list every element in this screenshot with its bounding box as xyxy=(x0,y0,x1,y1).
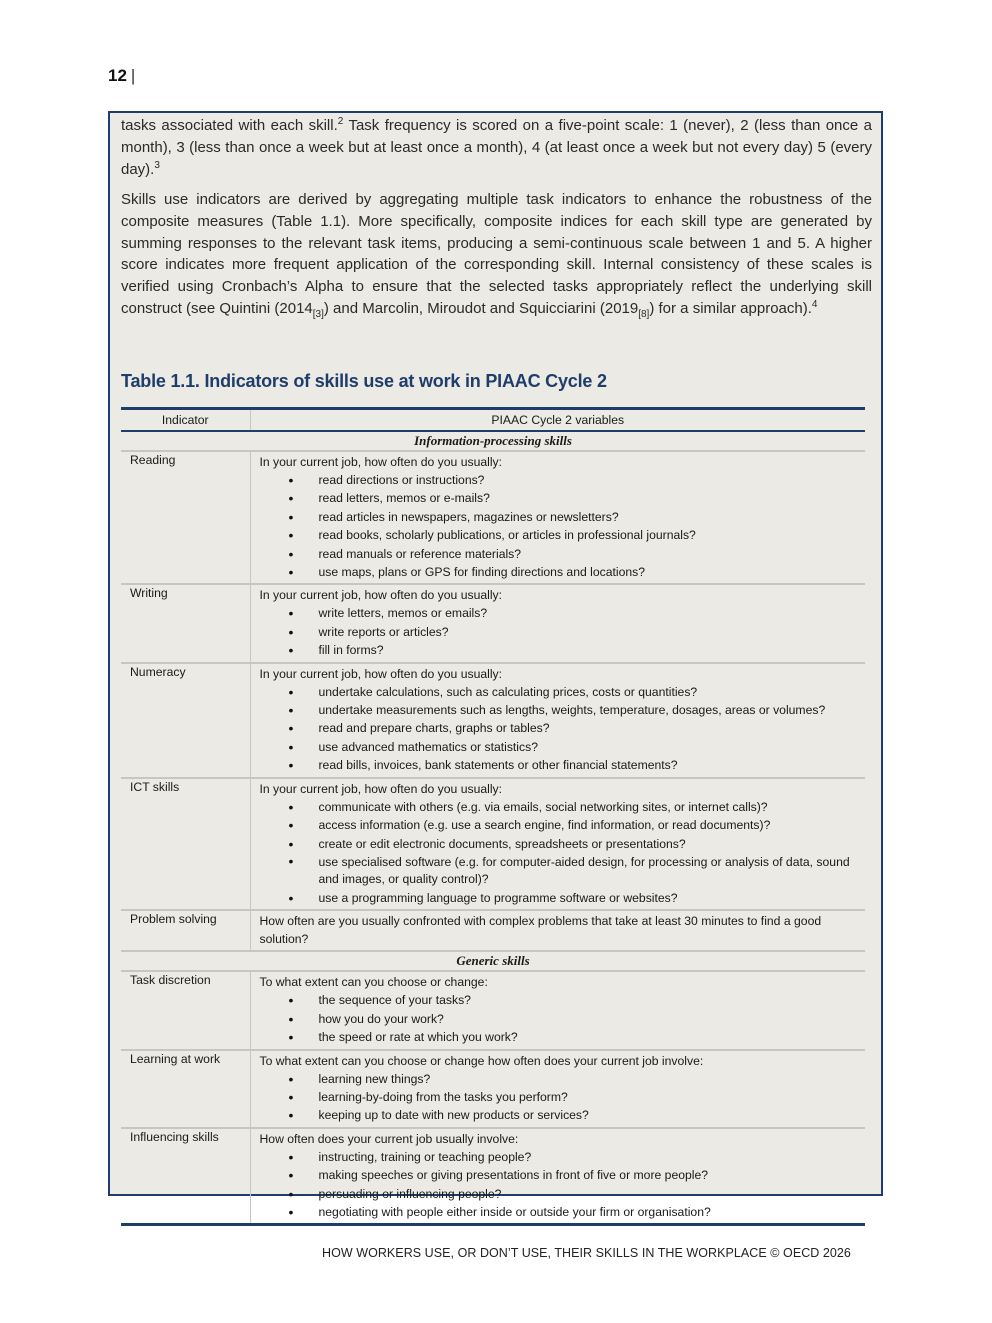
question-text: In your current job, how often do you usually: xyxy=(259,666,503,681)
footnote-ref-2[interactable]: 2 xyxy=(337,116,344,127)
list-item: • persuading or influencing people? xyxy=(260,1185,860,1203)
variables-cell xyxy=(250,778,865,911)
question-text: In your current job, how often do you usually: xyxy=(259,781,503,796)
list-item: • keeping up to date with new products or services? xyxy=(260,1106,860,1124)
table-title: Table 1.1. Indicators of skills use at work in PIAAC Cycle 2 xyxy=(121,371,607,391)
list-item: • communicate with others (e.g. via emails, social networking sites, or internet calls)? xyxy=(260,798,860,816)
question-text: In your current job, how often do you usually: xyxy=(259,455,503,469)
list-item: • making speeches or giving presentations in front of five or more people? xyxy=(260,1166,860,1184)
table-row xyxy=(121,778,865,911)
paragraph-2: Skills use indicators are derived by aggregating multiple task indicators to enhance the robustness of the composite measures (Table 1.1). More specifically, composite indices for each skill type are generated by summing responses to the relevant task items, producing a semi-continuous scale between 1 and 5. A higher score indicates more frequent application of the corresponding skill. Internal consistency of these scales is verified using Cronbach’s Alpha to ensure that the selected tasks appropriately reflect the underlying skill construct (see Quintini $(2014_{[3]})$ and Marcolin, Miroudot and Squicciarini $(2019_{[8]})$ for a similar approach).$^4$ xyxy=(121,191,872,320)
item-list xyxy=(260,1070,860,1125)
list-item: • create or edit electronic documents, spreadsheets or presentations? xyxy=(260,835,860,853)
citation-ref-3[interactable]: [3] xyxy=(312,308,324,320)
list-item: • undertake measurements such as lengths, weights, temperature, dosages, areas or volumes? xyxy=(260,701,860,719)
list-item: • use a programming language to programme software or websites? xyxy=(260,889,860,907)
variables-cell xyxy=(250,910,865,951)
indicator-cell: Task discretion xyxy=(121,971,250,1049)
question-text: In your current job, how often do you usually: xyxy=(259,588,503,603)
list-item: • access information (e.g. use a search engine, find information, or read documents)? xyxy=(260,816,860,834)
footnote-ref-3[interactable]: 3 xyxy=(154,159,160,171)
list-item: • read and prepare charts, graphs or tables? xyxy=(260,719,860,737)
variables-cell xyxy=(250,1128,865,1225)
item-list xyxy=(260,991,860,1046)
page-number-separator: | xyxy=(130,66,136,85)
list-item: • read directions or instructions? xyxy=(260,471,860,489)
list-item: • fill in forms? xyxy=(260,641,860,659)
table-header-row xyxy=(121,409,865,432)
header-indicator: Indicator xyxy=(121,409,250,432)
list-item: • read articles in newspapers, magazines or newsletters? xyxy=(260,508,860,526)
item-list xyxy=(260,798,860,908)
question-text: To what extent can you choose or change: xyxy=(259,975,488,990)
list-item: • write reports or articles? xyxy=(260,623,860,641)
question-text: How often are you usually confronted with complex problems that take at least 30 minutes to find a good solution? xyxy=(259,914,822,947)
indicator-cell: Problem solving xyxy=(121,910,250,951)
question-text: To what extent can you choose or change how often does your current job involve: xyxy=(259,1053,704,1068)
list-item: • learning-by-doing from the tasks you perform? xyxy=(260,1088,860,1106)
page-number: 12 | xyxy=(108,66,136,85)
indicator-cell: Learning at work xyxy=(121,1050,250,1128)
table-row xyxy=(121,584,865,662)
table-row xyxy=(121,910,865,951)
list-item: • learning new things? xyxy=(260,1070,860,1088)
variables-cell xyxy=(250,451,865,584)
footnote-ref-4[interactable]: 4 xyxy=(811,298,818,310)
list-item: • use specialised software (e.g. for computer-aided design, for processing or analysis of data, sound and images, or quality control)? xyxy=(260,853,860,889)
page-footer: HOW WORKERS USE, OR DON’T USE, THEIR SKILLS IN THE WORKPLACE © OECD 2026 xyxy=(322,1246,851,1260)
item-list xyxy=(260,604,860,659)
list-item: • read manuals or reference materials? xyxy=(260,545,860,563)
citation-ref-8[interactable]: [8] xyxy=(638,308,650,320)
item-list xyxy=(260,471,860,581)
section-header: Generic skills xyxy=(121,951,865,971)
list-item: • write letters, memos or emails? xyxy=(260,604,860,622)
list-item: • negotiating with people either inside or outside your firm or organisation? xyxy=(260,1203,860,1221)
indicator-cell: Writing xyxy=(121,584,250,662)
list-item: • use advanced mathematics or statistics? xyxy=(260,738,860,756)
indicator-cell: Influencing skills xyxy=(121,1128,250,1225)
variables-cell xyxy=(250,584,865,662)
paragraph-1: tasks associated with each skill.$^2$ Task frequency is scored on a five-point scale: 1 (never), 2 (less than once a month), 3 (less than once a week but at least once a month), 4 (at least once a week but not every day) 5 (every day).$^3$ xyxy=(121,116,872,178)
list-item: • the speed or rate at which you work? xyxy=(260,1028,860,1046)
list-item: • read letters, memos or e-mails? xyxy=(260,489,860,507)
item-list xyxy=(260,1148,860,1222)
table-row xyxy=(121,1050,865,1128)
indicator-cell: Reading xyxy=(121,451,250,584)
item-list xyxy=(260,683,860,775)
variables-cell xyxy=(250,663,865,778)
indicators-table xyxy=(121,407,865,1226)
list-item: • instructing, training or teaching people? xyxy=(260,1148,860,1166)
indicator-cell: ICT skills xyxy=(121,778,250,911)
table-row xyxy=(121,1128,865,1225)
list-item: • the sequence of your tasks? xyxy=(260,991,860,1009)
list-item: • read bills, invoices, bank statements or other financial statements? xyxy=(260,756,860,774)
question-text: How often does your current job usually involve: xyxy=(259,1131,519,1146)
list-item: • read books, scholarly publications, or articles in professional journals? xyxy=(260,526,860,544)
variables-cell xyxy=(250,971,865,1049)
header-variables: PIAAC Cycle 2 variables xyxy=(250,409,865,432)
content-box xyxy=(108,111,883,1219)
section-header: Information-processing skills xyxy=(121,431,865,451)
list-item: • undertake calculations, such as calculating prices, costs or quantities? xyxy=(260,683,860,701)
variables-cell xyxy=(250,1050,865,1128)
indicator-cell: Numeracy xyxy=(121,663,250,778)
list-item: • use maps, plans or GPS for finding directions and locations? xyxy=(260,563,860,581)
list-item: • how you do your work? xyxy=(260,1010,860,1028)
table-row xyxy=(121,971,865,1049)
table-row xyxy=(121,663,865,778)
table-row xyxy=(121,451,865,584)
